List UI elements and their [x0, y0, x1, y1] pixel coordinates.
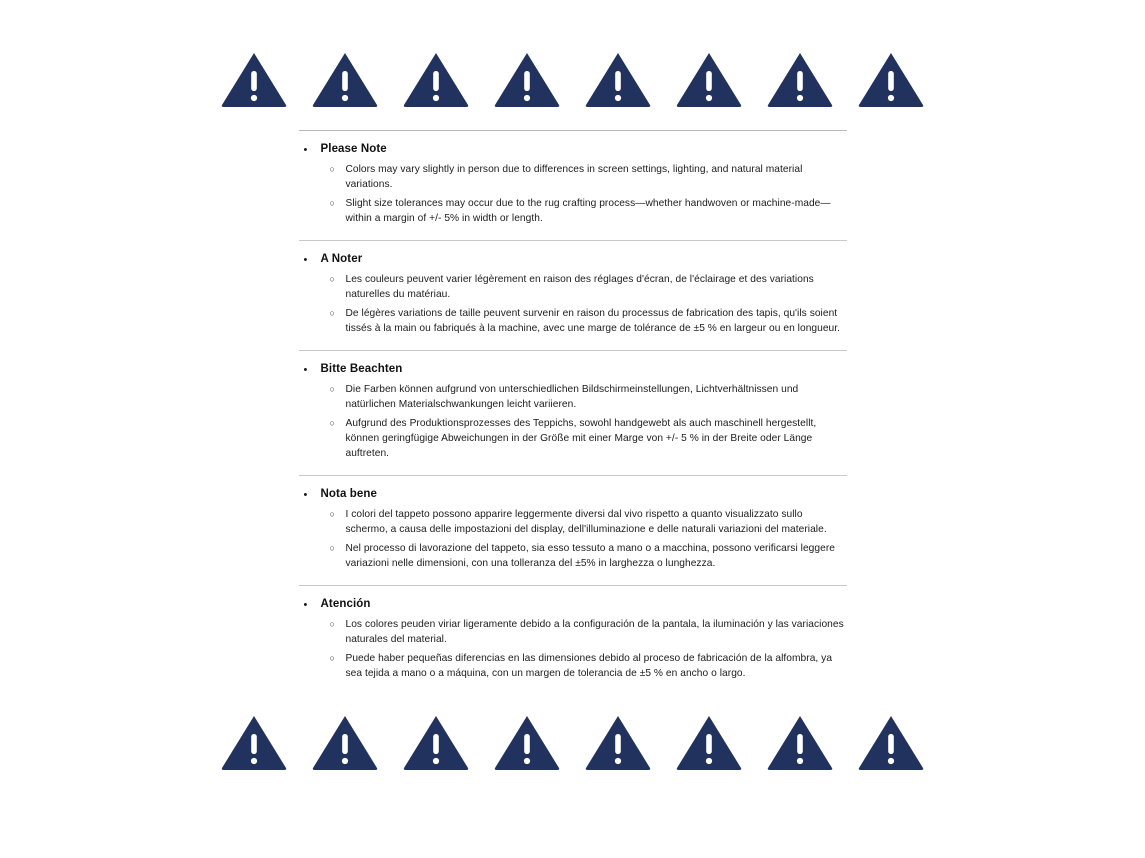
- notice-section: [299, 476, 847, 585]
- section-heading: A Noter: [320, 253, 363, 265]
- list-item: [321, 507, 847, 537]
- warning-triangle-icon: [584, 50, 652, 108]
- warning-triangle-icon: [402, 713, 470, 771]
- notice-section: [299, 241, 847, 350]
- list-item: [321, 382, 847, 412]
- section-heading: Nota bene: [320, 488, 377, 500]
- list-item-text: Slight size tolerances may occur due to the rug crafting process—whether handwoven or machine-made—within a margin of +/- 5% in width or length.: [345, 198, 831, 224]
- sub-bullet-icon: ○: [329, 418, 335, 428]
- warning-triangle-icon: [493, 50, 561, 108]
- warning-triangle-icon: [675, 713, 743, 771]
- list-item-text: Nel processo di lavorazione del tappeto, sia esso tessuto a mano o a macchina, possono verificarsi leggere variazioni nelle dimensioni, con una tolleranza del ±5% in larghezza o lunghezza.: [345, 543, 835, 569]
- list-item: [321, 541, 847, 571]
- list-item: [321, 306, 847, 336]
- list-item-text: Die Farben können aufgrund von unterschiedlichen Bildschirmeinstellungen, Lichtverhältnissen und natürlichen Materialschwankungen leicht variieren.: [345, 384, 799, 410]
- sub-bullet-icon: ○: [329, 164, 335, 174]
- warning-triangle-icon: [493, 713, 561, 771]
- warning-triangle-icon: [220, 50, 288, 108]
- section-heading: Please Note: [320, 143, 387, 155]
- warning-triangle-icon: [857, 713, 925, 771]
- sub-bullet-icon: ○: [329, 274, 335, 284]
- sub-bullet-icon: ○: [329, 509, 335, 519]
- section-heading: Atención: [320, 598, 371, 610]
- bullet-icon: •: [303, 144, 308, 156]
- sub-bullet-icon: ○: [329, 543, 335, 553]
- warning-triangle-icon: [311, 713, 379, 771]
- bullet-icon: •: [303, 489, 308, 501]
- warning-triangle-icon: [766, 713, 834, 771]
- warning-triangle-icon: [402, 50, 470, 108]
- list-item-text: De légères variations de taille peuvent survenir en raison du processus de fabrication des tapis, qu'ils soient tissés à la main ou fabriqués à la machine, avec une marge de tolérance de ±5 % en largeur ou en longueur.: [345, 308, 841, 334]
- warning-triangle-icon: [766, 50, 834, 108]
- list-item: [321, 196, 847, 226]
- warning-triangle-icon: [584, 713, 652, 771]
- section-heading: Bitte Beachten: [320, 363, 403, 375]
- bullet-icon: •: [303, 254, 308, 266]
- warning-icon-row-top: [0, 0, 1145, 108]
- bullet-icon: •: [303, 364, 308, 376]
- sub-bullet-icon: ○: [329, 308, 335, 318]
- list-item-text: Los colores peuden viriar ligeramente debido a la configuración de la pantala, la iluminación y las variaciones naturales del material.: [345, 619, 844, 645]
- warning-triangle-icon: [675, 50, 743, 108]
- list-item-text: Aufgrund des Produktionsprozesses des Teppichs, sowohl handgewebt als auch maschinell hergestellt, können geringfügige Abweichungen in der Größe mit einer Marge von +/- 5 % in der Breite oder Länge auftreten.: [345, 418, 817, 459]
- list-item: [321, 651, 847, 681]
- notice-section: [299, 586, 847, 695]
- bullet-icon: •: [303, 599, 308, 611]
- warning-triangle-icon: [220, 713, 288, 771]
- notice-content: [299, 108, 847, 695]
- sub-bullet-icon: ○: [329, 198, 335, 208]
- list-item: [321, 416, 847, 461]
- list-item-text: Les couleurs peuvent varier légèrement en raison des réglages d'écran, de l'éclairage et des variations naturelles du matériau.: [345, 274, 814, 300]
- sub-bullet-icon: ○: [329, 653, 335, 663]
- list-item-text: Puede haber pequeñas diferencias en las dimensiones debido al proceso de fabricación de la alfombra, ya sea tejida a mano o a máquina, con un margen de tolerancia de ±5 % en ancho o largo.: [345, 653, 833, 679]
- sub-bullet-icon: ○: [329, 619, 335, 629]
- warning-icon-row-bottom: [0, 695, 1145, 771]
- warning-triangle-icon: [857, 50, 925, 108]
- list-item: [321, 617, 847, 647]
- sub-bullet-icon: ○: [329, 384, 335, 394]
- notice-section: [299, 351, 847, 475]
- list-item: [321, 272, 847, 302]
- list-item-text: I colori del tappeto possono apparire leggermente diversi dal vivo rispetto a quanto visualizzato sullo schermo, a causa delle impostazioni del display, dell'illuminazione e delle naturali variazioni del materiale.: [345, 509, 827, 535]
- warning-triangle-icon: [311, 50, 379, 108]
- list-item-text: Colors may vary slightly in person due to differences in screen settings, lighting, and natural material variations.: [345, 164, 803, 190]
- list-item: [321, 162, 847, 192]
- notice-section: [299, 131, 847, 240]
